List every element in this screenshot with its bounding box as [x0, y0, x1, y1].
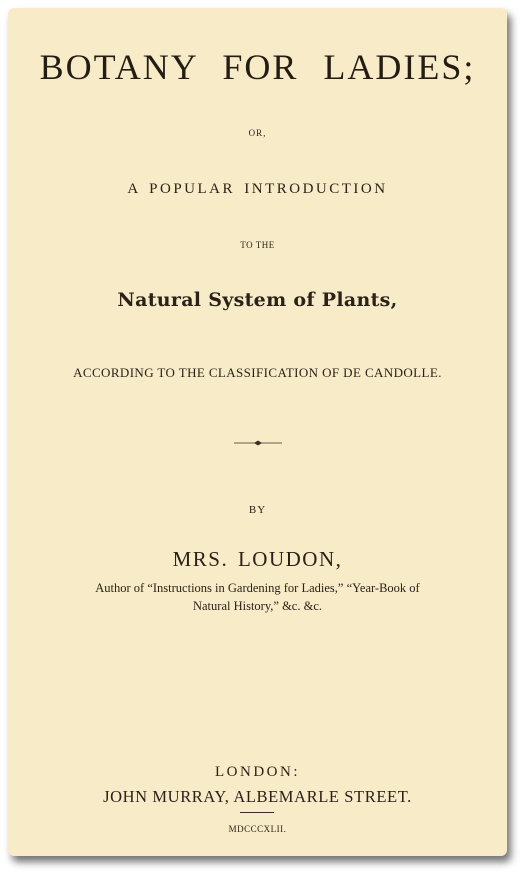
ornament-divider-icon: [234, 440, 282, 446]
book-subtitle: A POPULAR INTRODUCTION: [127, 181, 388, 197]
imprint-rule: [240, 812, 274, 813]
classification-line: ACCORDING TO THE CLASSIFICATION OF DE CANDOLLE.: [73, 365, 442, 380]
publication-year: MDCCCXLII.: [228, 824, 287, 834]
to-the-connector: TO THE: [240, 240, 275, 250]
author-credits-line-1: Author of “Instructions in Gardening for Ladies,” “Year-Book of: [95, 581, 420, 595]
by-label: BY: [248, 504, 267, 516]
subject-line: Natural System of Plants,: [117, 289, 398, 311]
title-page: [8, 8, 507, 856]
publisher-line: JOHN MURRAY, ALBEMARLE STREET.: [103, 787, 412, 806]
publication-city: LONDON:: [215, 764, 300, 780]
book-title: BOTANY FOR LADIES;: [39, 47, 476, 87]
or-connector: OR,: [248, 128, 267, 138]
author-name: MRS. LOUDON,: [172, 547, 343, 571]
author-credits-line-2: Natural History,” &c. &c.: [192, 599, 322, 613]
